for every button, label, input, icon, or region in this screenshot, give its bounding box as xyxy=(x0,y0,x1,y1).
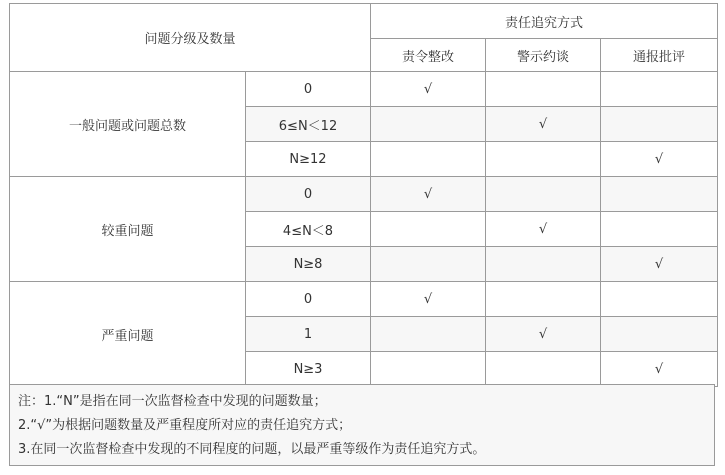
table-row xyxy=(10,177,718,212)
mark-cell xyxy=(371,107,486,142)
mark-cell xyxy=(601,177,718,212)
mark-cell: √ xyxy=(371,282,486,317)
mark-cell: √ xyxy=(486,107,601,142)
mark-cell xyxy=(486,72,601,107)
mark-cell: √ xyxy=(601,352,718,387)
count-cell: 1 xyxy=(246,317,371,352)
column-header: 警示约谈 xyxy=(486,39,601,72)
mark-cell xyxy=(601,317,718,352)
footnote-line: 注：1.“N”是指在同一次监督检查中发现的问题数量； xyxy=(18,394,327,409)
table-row xyxy=(10,72,718,107)
column-group-header: 责任追究方式 xyxy=(371,4,718,39)
count-cell: 0 xyxy=(246,282,371,317)
column-header: 通报批评 xyxy=(601,39,718,72)
footnote-box xyxy=(9,384,715,466)
count-cell: N≥8 xyxy=(246,247,371,282)
count-cell: N≥3 xyxy=(246,352,371,387)
mark-cell xyxy=(601,107,718,142)
row-header-cell: 问题分级及数量 xyxy=(10,4,371,72)
mark-cell xyxy=(486,352,601,387)
count-cell: 0 xyxy=(246,72,371,107)
mark-cell xyxy=(486,282,601,317)
count-cell: N≥12 xyxy=(246,142,371,177)
count-cell: 4≤N＜8 xyxy=(246,212,371,247)
count-cell: 6≤N＜12 xyxy=(246,107,371,142)
mark-cell xyxy=(486,177,601,212)
count-cell: 0 xyxy=(246,177,371,212)
mark-cell xyxy=(601,72,718,107)
column-header: 责令整改 xyxy=(371,39,486,72)
table-row xyxy=(10,282,718,317)
footnote-line: 3.在同一次监督检查中发现的不同程度的问题，以最严重等级作为责任追究方式。 xyxy=(18,442,486,457)
group-label: 严重问题 xyxy=(10,282,246,387)
mark-cell: √ xyxy=(601,142,718,177)
mark-cell: √ xyxy=(371,177,486,212)
mark-cell: √ xyxy=(486,212,601,247)
mark-cell xyxy=(371,352,486,387)
header-row-1 xyxy=(10,4,718,39)
mark-cell xyxy=(371,247,486,282)
accountability-table xyxy=(9,3,718,387)
group-label: 一般问题或问题总数 xyxy=(10,72,246,177)
mark-cell xyxy=(601,212,718,247)
mark-cell xyxy=(371,142,486,177)
footnote-line: 2.“√”为根据问题数量及严重程度所对应的责任追究方式； xyxy=(18,418,352,433)
mark-cell xyxy=(371,317,486,352)
mark-cell: √ xyxy=(486,317,601,352)
mark-cell: √ xyxy=(371,72,486,107)
group-label: 较重问题 xyxy=(10,177,246,282)
mark-cell xyxy=(371,212,486,247)
mark-cell xyxy=(486,142,601,177)
mark-cell: √ xyxy=(601,247,718,282)
mark-cell xyxy=(601,282,718,317)
table-body xyxy=(10,4,718,387)
mark-cell xyxy=(486,247,601,282)
